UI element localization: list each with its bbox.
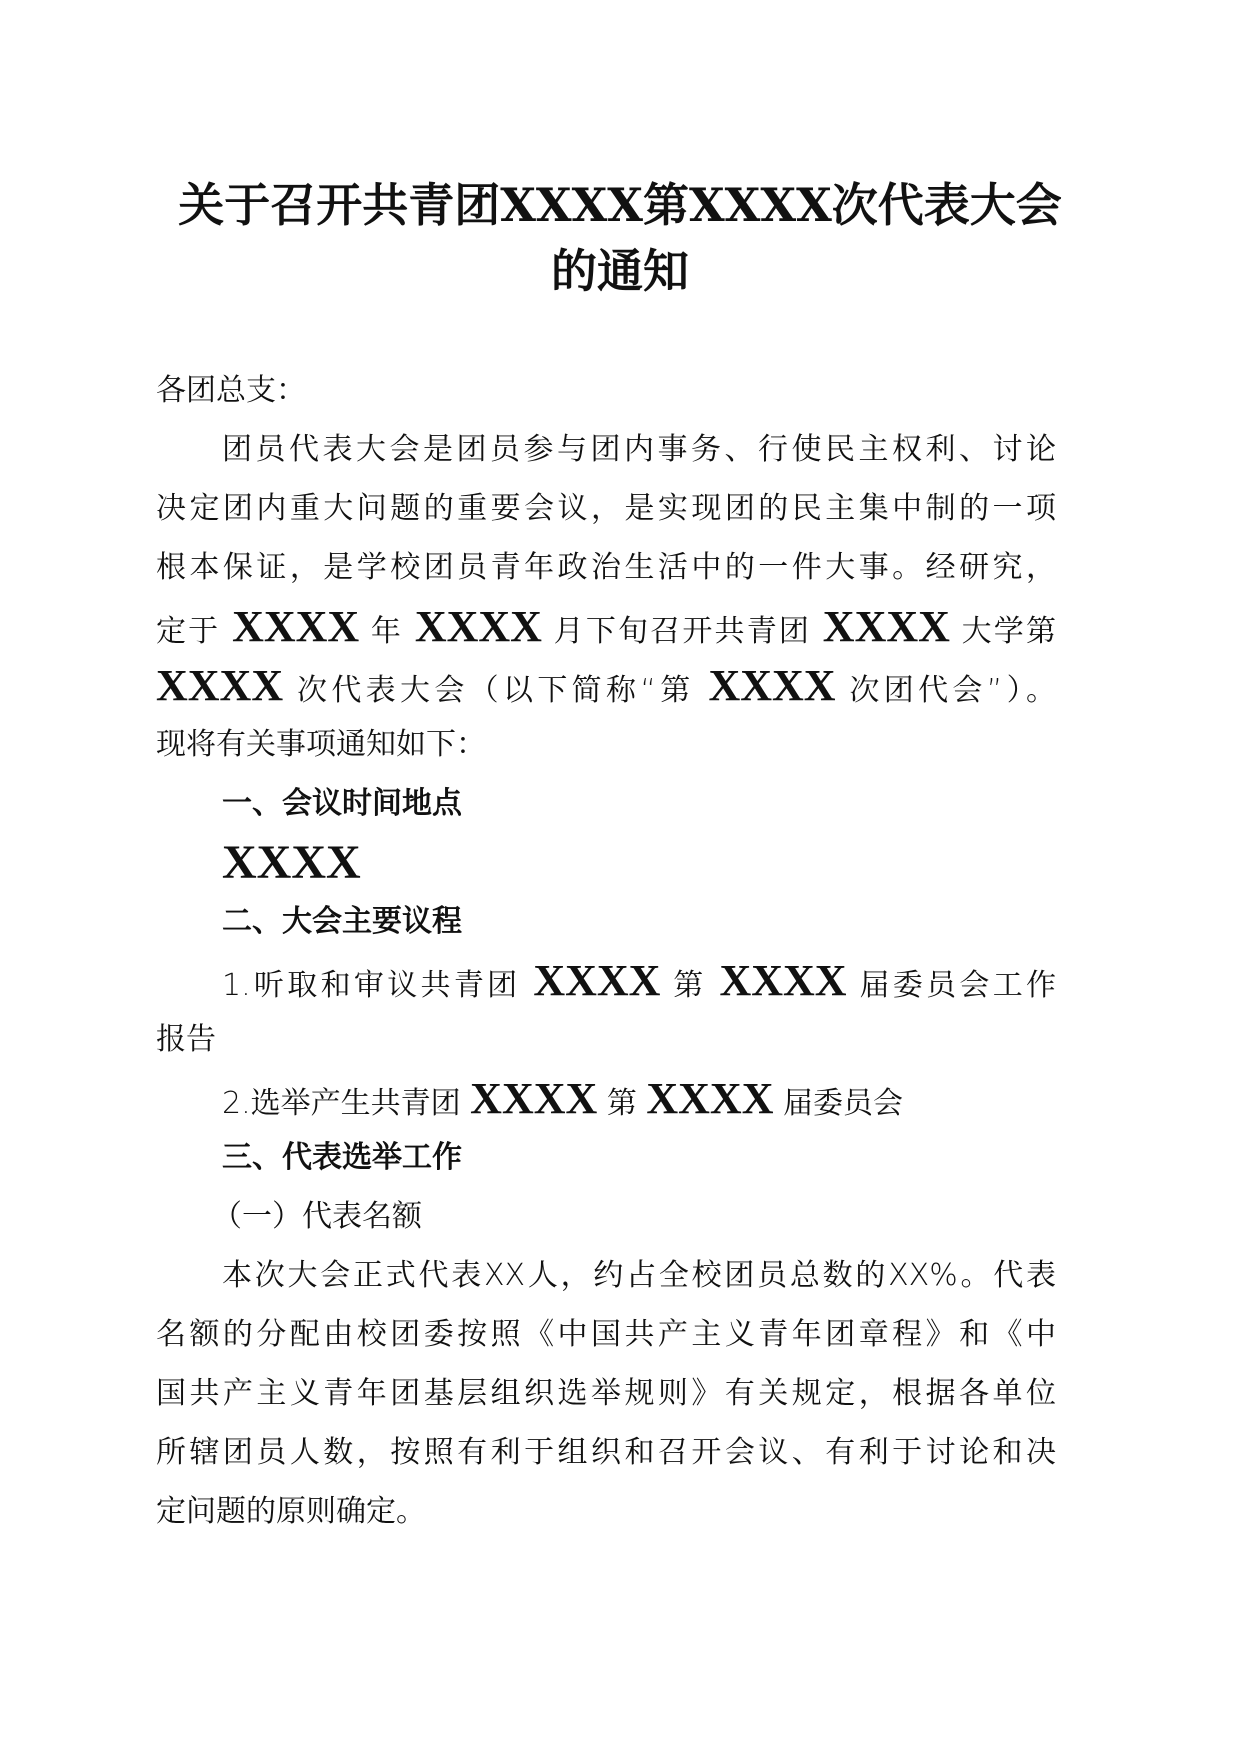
placeholder-session: XXXX [708, 661, 836, 710]
quota-line-3: 国共产主义青年团基层组织选举规则》有关规定，根据各单位 [156, 1376, 1056, 1411]
placeholder: XXXX [719, 956, 847, 1005]
intro-line-6: 现将有关事项通知如下： [156, 727, 486, 762]
section-1-value-line [156, 833, 1056, 892]
intro-line-1: 团员代表大会是团员参与团内事务、行使民主权利、讨论 [222, 432, 1056, 467]
intro-line-4 [156, 597, 1056, 656]
quota-line-5: 定问题的原则确定。 [156, 1494, 426, 1529]
text-fragment: 届委员会 [783, 1086, 904, 1121]
salutation: 各团总支： [156, 373, 306, 408]
placeholder: XXXX [470, 1074, 598, 1123]
agenda-item-2 [156, 1069, 1056, 1128]
intro-line-5 [156, 656, 1056, 715]
text-fragment: 第 [673, 968, 707, 1003]
section-1-heading: 一、会议时间地点 [222, 786, 462, 821]
text-fragment: 次代表大会（以下简称“第 [296, 673, 695, 708]
placeholder-year: XXXX [232, 602, 360, 651]
section-2-heading: 二、大会主要议程 [222, 904, 462, 939]
quota-line-4: 所辖团员人数，按照有利于组织和召开会议、有利于讨论和决 [156, 1435, 1056, 1470]
intro-line-2: 决定团内重大问题的重要会议，是实现团的民主集中制的一项 [156, 491, 1056, 526]
text-fragment: 第 [606, 1086, 637, 1121]
document-body [156, 361, 1056, 1541]
quota-line-2: 名额的分配由校团委按照《中国共产主义青年团章程》和《中 [156, 1317, 1056, 1352]
text-fragment: 定于 [156, 614, 221, 649]
text-fragment: 月下旬召开共青团 [553, 614, 812, 649]
section-3-sub-1: （一）代表名额 [212, 1199, 422, 1234]
intro-line-3: 根本保证，是学校团员青年政治生活中的一件大事。经研究， [156, 550, 1056, 585]
text-fragment: 届委员会工作 [859, 968, 1057, 1003]
placeholder-time-place: XXXX [222, 836, 361, 889]
placeholder-month: XXXX [414, 602, 542, 651]
agenda-item-1-cont: 报告 [156, 1022, 216, 1057]
text-fragment: 年 [370, 614, 404, 649]
text-fragment: 次团代会”）。 [849, 673, 1056, 708]
placeholder: XXXX [533, 956, 661, 1005]
placeholder: XXXX [646, 1074, 774, 1123]
text-fragment: 1.听取和审议共青团 [222, 968, 521, 1003]
section-3-heading: 三、代表选举工作 [222, 1140, 462, 1175]
document-title [150, 172, 1090, 304]
agenda-item-1 [156, 951, 1056, 1010]
text-fragment: 2.选举产生共青团 [222, 1086, 461, 1121]
placeholder-session: XXXX [156, 661, 284, 710]
quota-line-1: 本次大会正式代表XX人，约占全校团员总数的XX%。代表 [222, 1258, 1056, 1293]
title-line-2: 的通知 [551, 244, 689, 298]
placeholder-university: XXXX [822, 602, 950, 651]
text-fragment: 大学第 [961, 614, 1056, 649]
title-line-1: 关于召开共青团XXXX第XXXX次代表大会 [178, 178, 1062, 232]
